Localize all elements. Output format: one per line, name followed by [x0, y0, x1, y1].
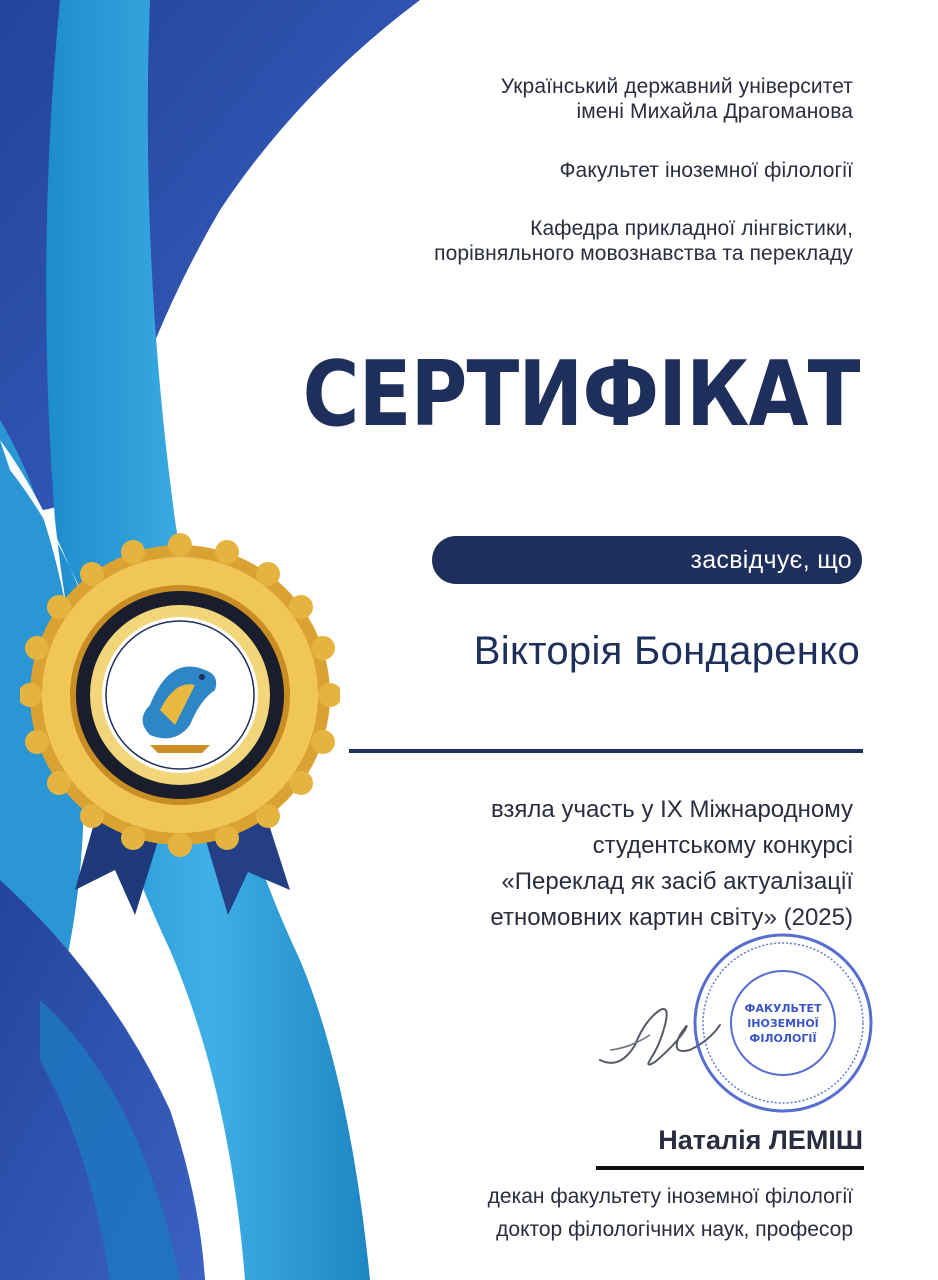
seal-line-1: ФАКУЛЬТЕТ — [744, 1002, 822, 1015]
certifies-label: засвідчує, що — [432, 536, 862, 584]
position-line-1: декан факультету іноземної філології — [487, 1185, 853, 1208]
signatory-position — [488, 1180, 853, 1246]
body-line-4: етномовних картин світу» (2025) — [490, 904, 853, 931]
body-line-1: взяла участь у IX Міжнародному — [490, 796, 853, 823]
seal-line-3: ФІЛОЛОГІЇ — [749, 1032, 817, 1045]
department-name — [434, 216, 853, 266]
faculty-name: Факультет іноземної філології — [559, 159, 853, 182]
signature-underline — [596, 1166, 864, 1170]
position-line-2: доктор філологічних наук, професор — [496, 1218, 853, 1241]
recipient-name: Вікторія Бондаренко — [473, 629, 860, 673]
body-line-3: «Переклад як засіб актуалізації — [501, 868, 853, 895]
faculty-seal — [690, 930, 876, 1116]
department-line-2: порівняльного мовознавства та перекладу — [434, 242, 853, 265]
participation-text — [490, 792, 853, 936]
seal-line-2: ІНОЗЕМНОЇ — [747, 1017, 819, 1030]
university-line-1: Український державний університет — [500, 75, 853, 98]
medal-emblem — [20, 520, 340, 940]
certificate-title: СЕРТИФІКАТ — [303, 342, 860, 447]
university-name — [501, 74, 853, 124]
medal-rosette — [30, 545, 330, 845]
recipient-underline — [349, 749, 863, 753]
signatory-name: Наталія ЛЕМІШ — [658, 1125, 863, 1155]
body-line-2: студентському конкурсі — [592, 832, 853, 859]
university-line-2: імені Михайла Драгоманова — [576, 100, 853, 123]
department-line-1: Кафедра прикладної лінгвістики, — [530, 217, 853, 240]
